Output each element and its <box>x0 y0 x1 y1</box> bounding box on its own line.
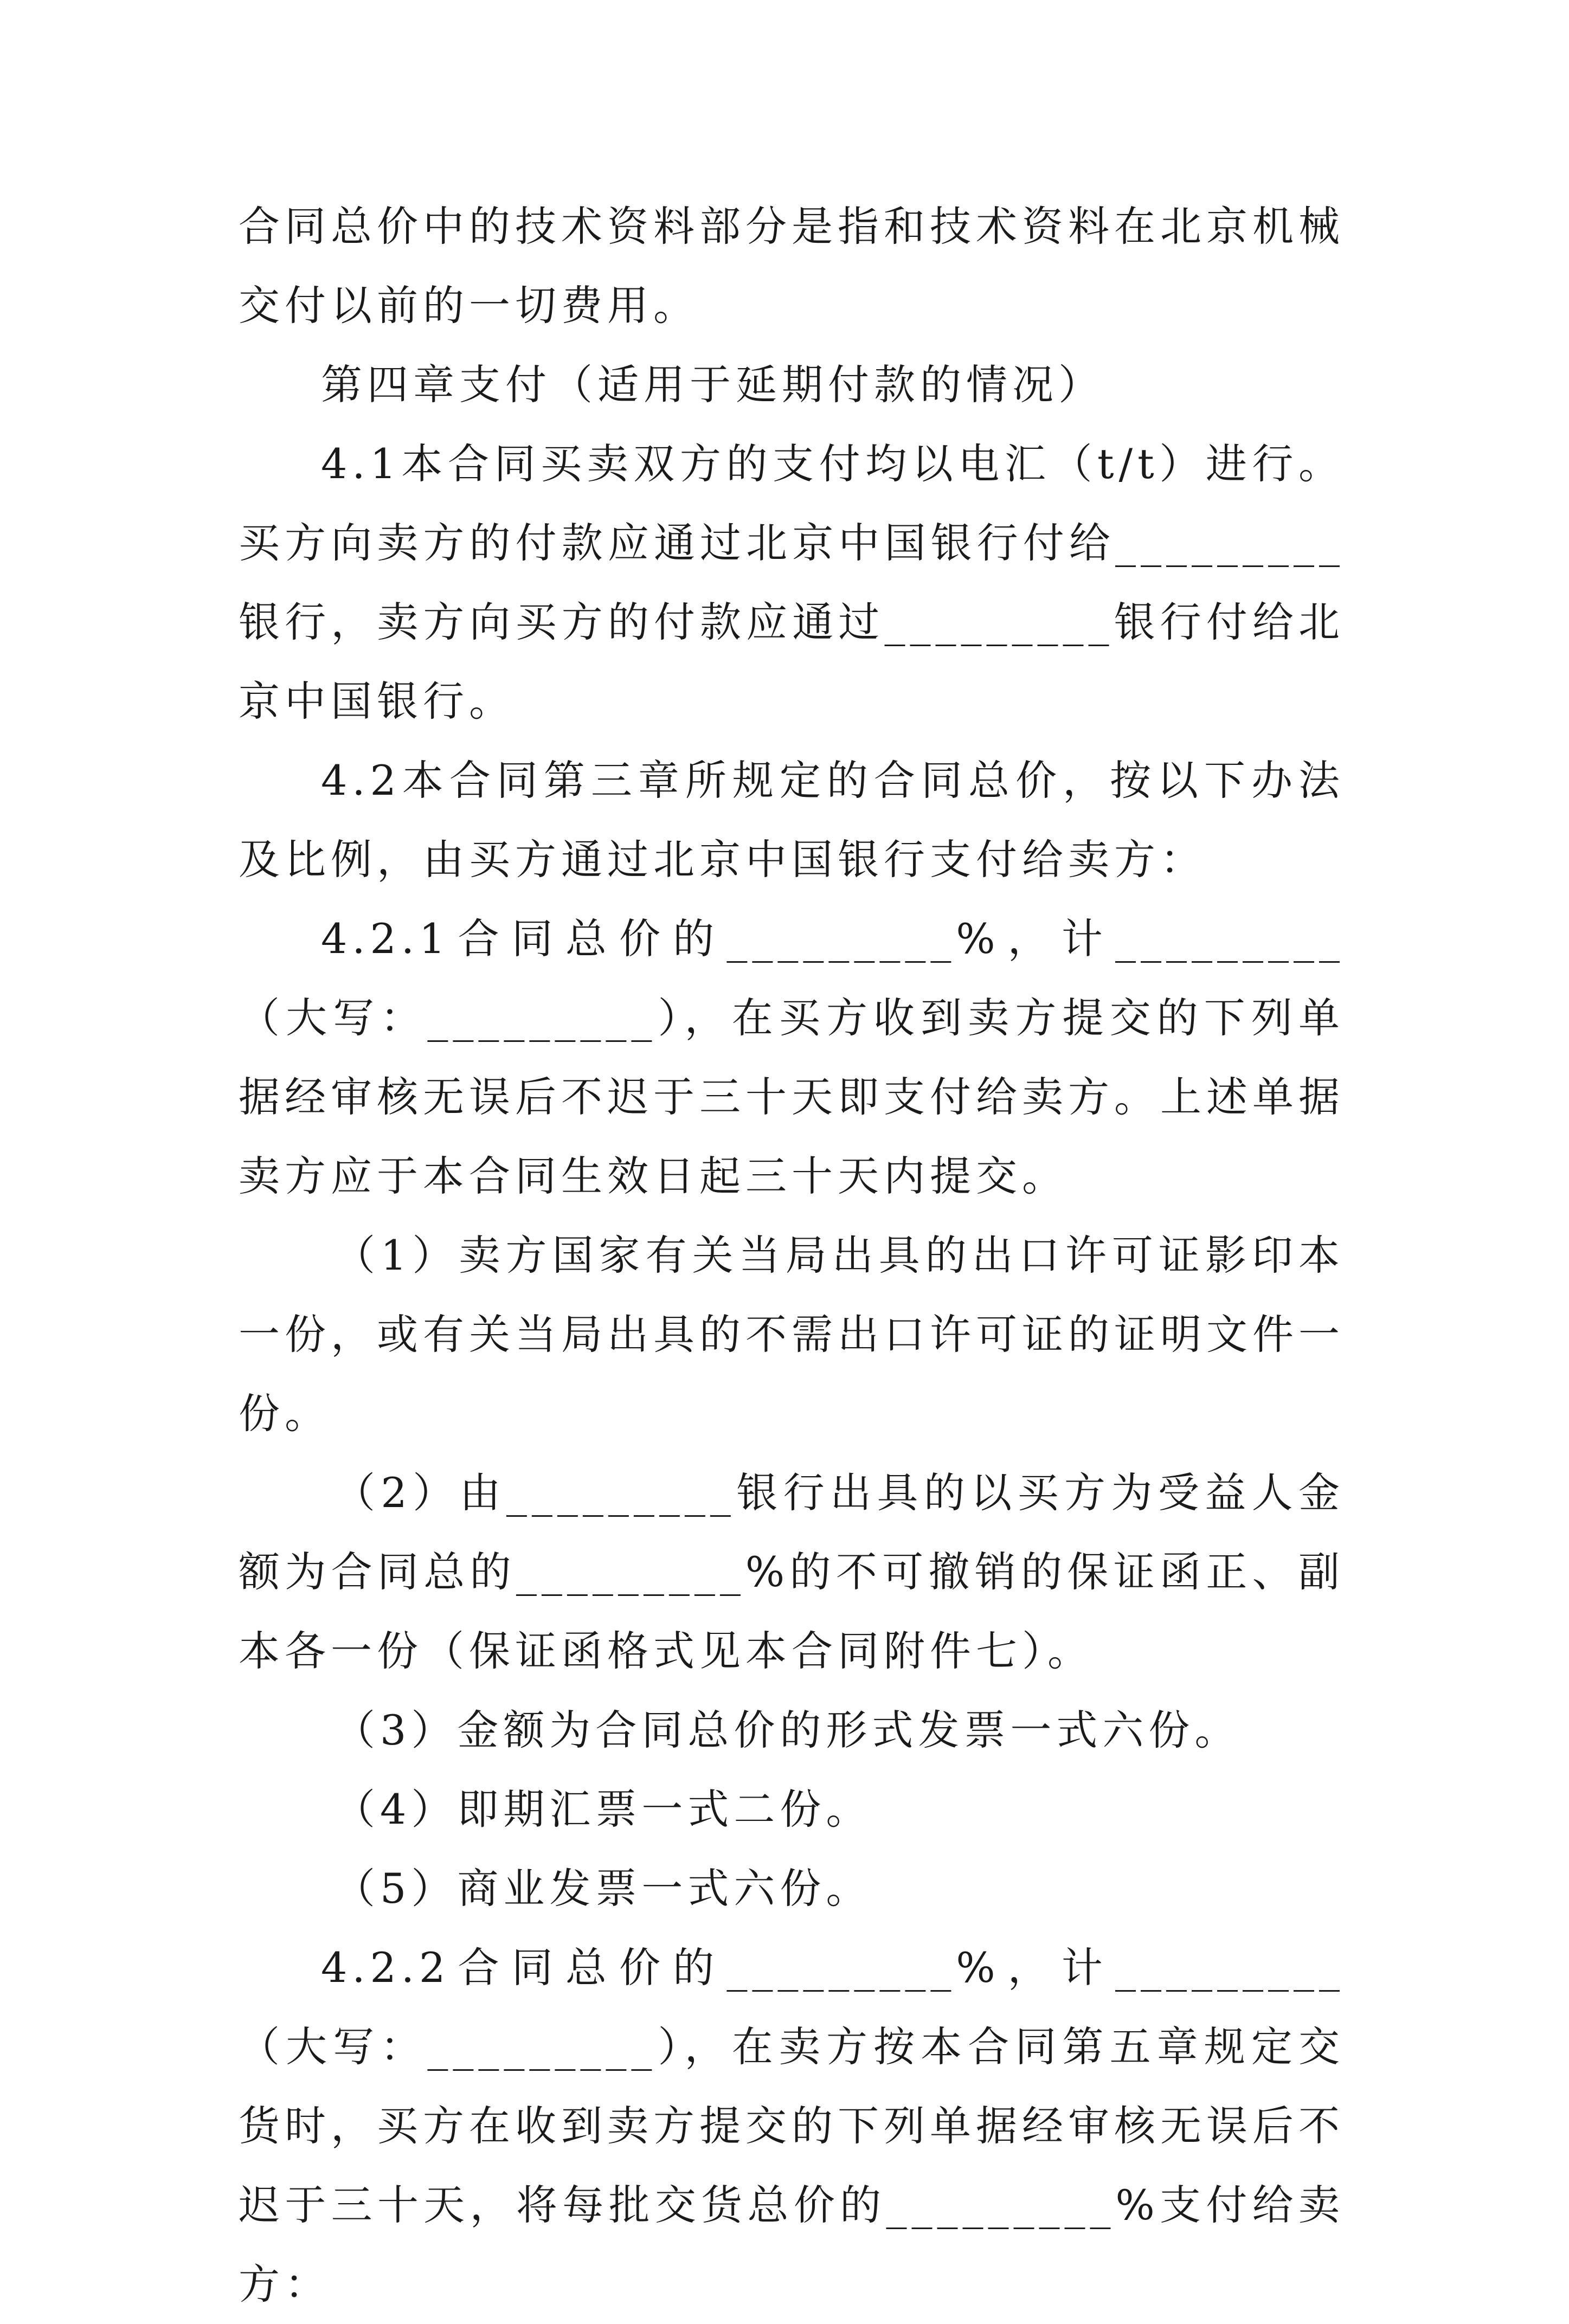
clause-4-2: 4.2本合同第三章所规定的合同总价，按以下办法及比例，由买方通过北京中国银行支付给卖方： <box>239 756 1345 884</box>
clause-4-1: 4.1本合同买卖双方的支付均以电汇（t/t）进行。买方向卖方的付款应通过北京中国银行付给_________银行，卖方向买方的付款应通过_________银行付给北京中国银行。 <box>239 440 1345 725</box>
clause-4-2-2: 4.2.2合同总价的_________%，计_________（大写：_________），在卖方按本合同第五章规定交货时，买方在收到卖方提交的下列单据经审核无误后不迟于三十天，将每批交货总价的_________%支付给卖方： <box>239 1943 1345 2308</box>
list-item-1: （1）卖方国家有关当局出具的出口许可证影印本一份，或有关当局出具的不需出口许可证的证明文件一份。 <box>239 1231 1345 1438</box>
list-item-5: （5）商业发票一式六份。 <box>334 1864 872 1913</box>
list-item-2: （2）由_________银行出具的以买方为受益人金额为合同总的_________%的不可撤销的保证函正、副本各一份（保证函格式见本合同附件七）。 <box>239 1469 1345 1675</box>
clause-4-2-1: 4.2.1合同总价的_________%，计_________（大写：_________），在买方收到卖方提交的下列单据经审核无误后不迟于三十天即支付给卖方。上述单据卖方应于本合同生效日起三十天内提交。 <box>239 915 1345 1200</box>
paragraph-tech-docs-cost: 合同总价中的技术资料部分是指和技术资料在北京机械交付以前的一切费用。 <box>239 202 1345 330</box>
chapter-4-heading: 第四章支付（适用于延期付款的情况） <box>321 360 1104 409</box>
document-page <box>239 187 1345 2324</box>
list-item-4: （4）即期汇票一式二份。 <box>334 1785 872 1833</box>
list-item-3: （3）金额为合同总价的形式发票一式六份。 <box>334 1706 1241 1754</box>
